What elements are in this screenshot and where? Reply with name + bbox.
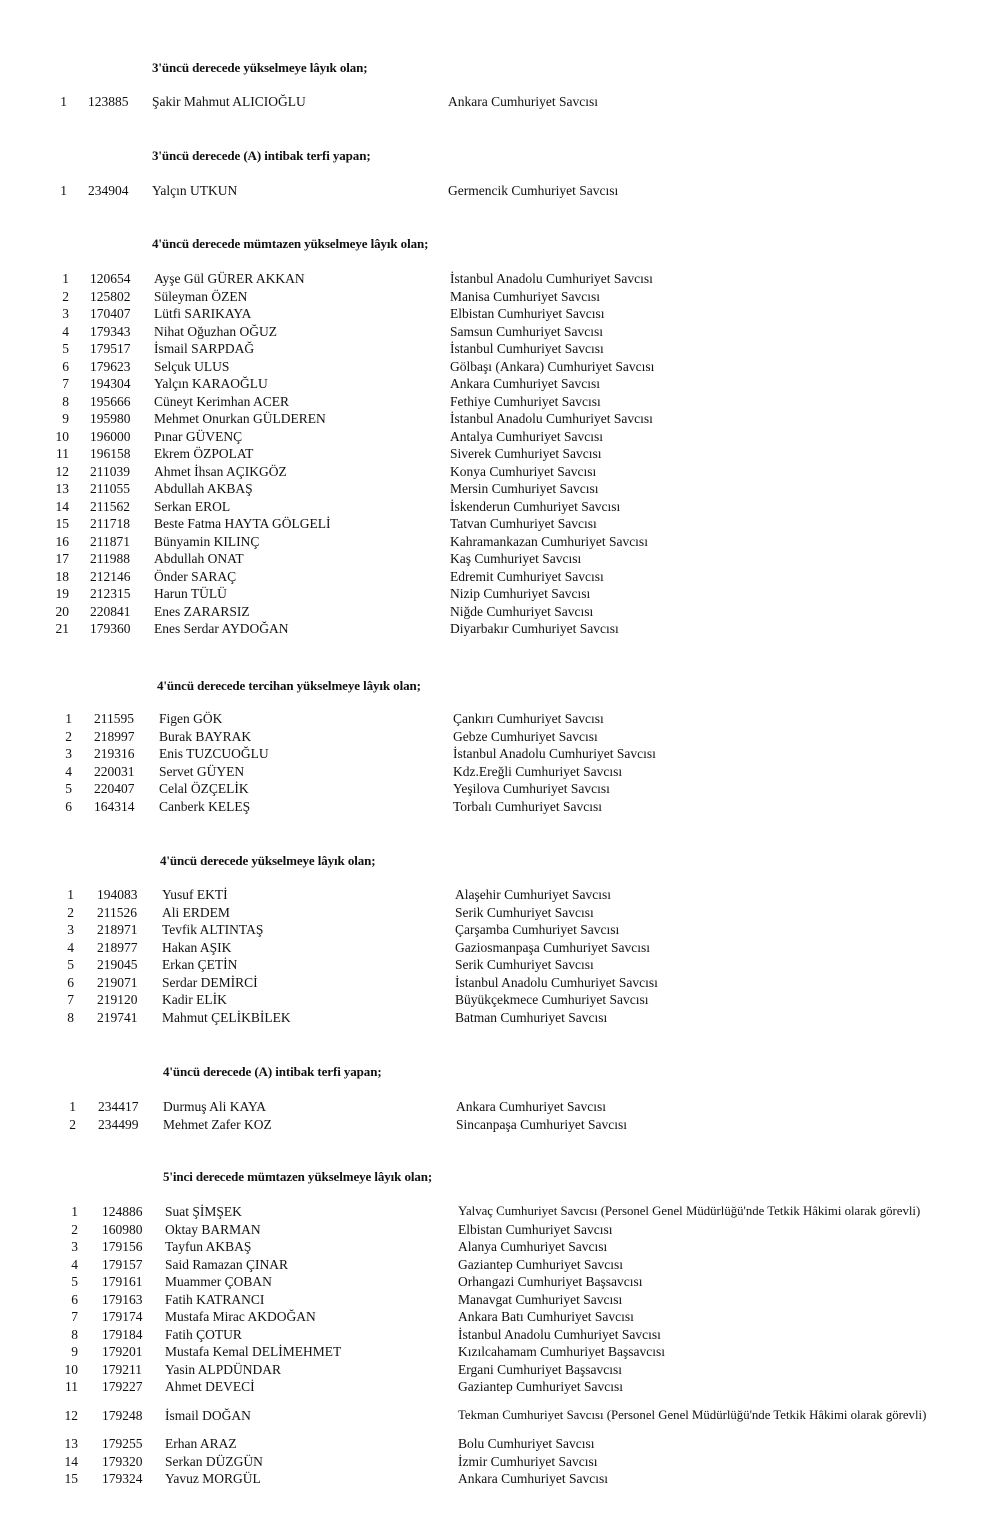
row-number: 3 — [71, 1239, 78, 1254]
list-row — [0, 359, 1000, 377]
list-row — [0, 1204, 1000, 1222]
registry-number: 179184 — [102, 1326, 143, 1342]
office-title: İstanbul Anadolu Cumhuriyet Savcısı — [450, 411, 653, 426]
office-title: Kahramankazan Cumhuriyet Savcısı — [450, 533, 648, 549]
list-row — [0, 446, 1000, 464]
section-heading: 4'üncü derecede (A) intibak terfi yapan; — [163, 1064, 382, 1079]
registry-number: 211871 — [90, 533, 130, 549]
list-row — [0, 729, 1000, 747]
row-number: 5 — [65, 781, 72, 796]
registry-number: 194304 — [90, 376, 131, 391]
registry-number: 160980 — [102, 1221, 143, 1237]
row-number: 8 — [67, 1009, 74, 1025]
person-name: Suat ŞİMŞEK — [165, 1204, 242, 1219]
row-number: 8 — [71, 1326, 78, 1342]
row-number: 7 — [62, 376, 69, 391]
row-number: 16 — [55, 533, 69, 549]
row-number: 14 — [55, 498, 69, 514]
registry-number: 179174 — [102, 1309, 143, 1324]
person-name: Burak BAYRAK — [159, 728, 252, 744]
person-name: Durmuş Ali KAYA — [163, 1099, 267, 1114]
person-name: Pınar GÜVENÇ — [154, 428, 243, 444]
office-title: Gaziantep Cumhuriyet Savcısı — [458, 1256, 623, 1272]
office-title: Gaziantep Cumhuriyet Savcısı — [458, 1379, 623, 1394]
registry-number: 234417 — [98, 1099, 139, 1114]
person-name: İsmail DOĞAN — [165, 1408, 251, 1423]
office-title: Tekman Cumhuriyet Savcısı (Personel Genel Müdürlüğü'nde Tetkik Hâkimi olarak görevli) — [458, 1408, 927, 1422]
section-heading: 5'inci derecede mümtazen yükselmeye lâyık olan; — [163, 1169, 433, 1184]
registry-number: 179161 — [102, 1274, 143, 1289]
row-number: 3 — [62, 306, 69, 321]
row-number: 4 — [67, 939, 74, 955]
registry-number: 220841 — [90, 603, 131, 619]
registry-number: 219120 — [97, 992, 138, 1007]
person-name: Yalçın UTKUN — [152, 183, 238, 198]
registry-number: 211562 — [90, 498, 130, 514]
registry-number: 179227 — [102, 1379, 143, 1394]
office-title: Siverek Cumhuriyet Savcısı — [450, 446, 602, 461]
registry-number: 219071 — [97, 974, 138, 990]
row-number: 1 — [71, 1204, 78, 1219]
registry-number: 179360 — [90, 621, 131, 636]
person-name: Yalçın KARAOĞLU — [154, 376, 268, 391]
person-name: Mehmet Zafer KOZ — [163, 1116, 272, 1132]
row-number: 11 — [56, 446, 69, 461]
office-title: Gebze Cumhuriyet Savcısı — [453, 728, 598, 744]
person-name: Fatih KATRANCI — [165, 1291, 265, 1307]
list-row — [0, 376, 1000, 394]
registry-number: 179517 — [90, 341, 131, 356]
registry-number: 179163 — [102, 1291, 143, 1307]
person-name: Ahmet DEVECİ — [165, 1379, 255, 1394]
office-title: Serik Cumhuriyet Savcısı — [455, 904, 594, 920]
person-name: Bünyamin KILINÇ — [154, 533, 260, 549]
registry-number: 211526 — [97, 904, 137, 920]
registry-number: 211039 — [90, 463, 130, 479]
person-name: Fatih ÇOTUR — [165, 1326, 242, 1342]
person-name: Serkan DÜZGÜN — [165, 1453, 263, 1469]
row-number: 7 — [71, 1309, 78, 1324]
office-title: İstanbul Anadolu Cumhuriyet Savcısı — [458, 1326, 661, 1342]
list-row — [0, 905, 1000, 923]
office-title: Ergani Cumhuriyet Başsavcısı — [458, 1361, 622, 1377]
list-row — [0, 887, 1000, 905]
row-number: 5 — [62, 341, 69, 356]
row-number: 1 — [67, 887, 74, 902]
section-heading: 4'üncü derecede tercihan yükselmeye lâyık olan; — [157, 678, 421, 693]
office-title: İskenderun Cumhuriyet Savcısı — [450, 498, 621, 514]
person-name: Mehmet Onurkan GÜLDEREN — [154, 411, 326, 426]
office-title: Germencik Cumhuriyet Savcısı — [448, 183, 619, 198]
registry-number: 212315 — [90, 586, 131, 601]
person-name: Enes Serdar AYDOĞAN — [154, 621, 289, 636]
registry-number: 211988 — [90, 551, 130, 566]
row-number: 1 — [69, 1099, 76, 1114]
office-title: Ankara Cumhuriyet Savcısı — [450, 376, 600, 391]
office-title: Alanya Cumhuriyet Savcısı — [458, 1239, 608, 1254]
row-number: 2 — [65, 728, 72, 744]
office-title: Konya Cumhuriyet Savcısı — [450, 463, 597, 479]
list-row — [0, 341, 1000, 359]
registry-number: 179156 — [102, 1239, 143, 1254]
list-row — [0, 324, 1000, 342]
row-number: 12 — [64, 1408, 78, 1423]
list-row — [0, 289, 1000, 307]
list-row — [0, 516, 1000, 534]
row-number: 18 — [55, 568, 69, 584]
registry-number: 219316 — [94, 746, 135, 761]
registry-number: 220031 — [94, 763, 135, 779]
list-row — [0, 1292, 1000, 1310]
office-title: Fethiye Cumhuriyet Savcısı — [450, 393, 601, 409]
office-title: Çankırı Cumhuriyet Savcısı — [453, 711, 604, 726]
list-row — [0, 306, 1000, 324]
registry-number: 196158 — [90, 446, 131, 461]
registry-number: 211718 — [90, 516, 130, 531]
registry-number: 195666 — [90, 393, 131, 409]
list-row — [0, 1379, 1000, 1397]
office-title: Manisa Cumhuriyet Savcısı — [450, 288, 600, 304]
office-title: Ankara Cumhuriyet Savcısı — [456, 1099, 606, 1114]
registry-number: 164314 — [94, 798, 135, 814]
list-row — [0, 481, 1000, 499]
office-title: Antalya Cumhuriyet Savcısı — [450, 428, 603, 444]
list-row — [0, 1010, 1000, 1028]
row-number: 6 — [71, 1291, 78, 1307]
person-name: Tevfik ALTINTAŞ — [162, 922, 264, 937]
registry-number: 179255 — [102, 1436, 143, 1451]
row-number: 1 — [65, 711, 72, 726]
section-heading: 3'üncü derecede yükselmeye lâyık olan; — [152, 60, 368, 75]
person-name: Serdar DEMİRCİ — [162, 974, 258, 990]
list-row — [0, 1327, 1000, 1345]
registry-number: 179157 — [102, 1256, 143, 1272]
row-number: 9 — [62, 411, 69, 426]
office-title: Yalvaç Cumhuriyet Savcısı (Personel Genel Müdürlüğü'nde Tetkik Hâkimi olarak görevli) — [458, 1204, 921, 1218]
person-name: Harun TÜLÜ — [154, 586, 227, 601]
office-title: Elbistan Cumhuriyet Savcısı — [458, 1221, 613, 1237]
row-number: 21 — [55, 621, 69, 636]
section-heading: 4'üncü derecede mümtazen yükselmeye lâyık olan; — [152, 236, 429, 251]
list-row — [0, 534, 1000, 552]
row-number: 5 — [67, 957, 74, 972]
registry-number: 179343 — [90, 323, 131, 339]
row-number: 11 — [65, 1379, 78, 1394]
row-number: 14 — [64, 1453, 78, 1469]
office-title: Alaşehir Cumhuriyet Savcısı — [455, 887, 611, 902]
list-row — [0, 781, 1000, 799]
list-row — [0, 957, 1000, 975]
list-row — [0, 922, 1000, 940]
list-row — [0, 569, 1000, 587]
office-title: Tatvan Cumhuriyet Savcısı — [450, 516, 597, 531]
person-name: Tayfun AKBAŞ — [165, 1239, 252, 1254]
row-number: 5 — [71, 1274, 78, 1289]
person-name: Enes ZARARSIZ — [154, 603, 250, 619]
list-row — [0, 1309, 1000, 1327]
office-title: Nizip Cumhuriyet Savcısı — [450, 586, 591, 601]
office-title: Ankara Batı Cumhuriyet Savcısı — [458, 1309, 634, 1324]
row-number: 7 — [67, 992, 74, 1007]
list-row — [0, 1274, 1000, 1292]
registry-number: 179201 — [102, 1344, 143, 1359]
person-name: Yavuz MORGÜL — [165, 1471, 261, 1486]
office-title: Çarşamba Cumhuriyet Savcısı — [455, 922, 620, 937]
row-number: 2 — [69, 1116, 76, 1132]
person-name: Celal ÖZÇELİK — [159, 781, 249, 796]
list-row — [0, 1099, 1000, 1117]
row-number: 20 — [55, 603, 69, 619]
registry-number: 124886 — [102, 1204, 143, 1219]
row-number: 17 — [55, 551, 69, 566]
person-name: Figen GÖK — [159, 711, 223, 726]
list-row — [0, 1408, 1000, 1426]
registry-number: 179211 — [102, 1361, 142, 1377]
list-row — [0, 764, 1000, 782]
row-number: 3 — [65, 746, 72, 761]
office-title: Gölbaşı (Ankara) Cumhuriyet Savcısı — [450, 358, 655, 374]
person-name: Ayşe Gül GÜRER AKKAN — [154, 271, 305, 286]
person-name: Beste Fatma HAYTA GÖLGELİ — [154, 516, 331, 531]
registry-number: 219741 — [97, 1009, 138, 1025]
office-title: İstanbul Anadolu Cumhuriyet Savcısı — [450, 271, 653, 286]
office-title: İzmir Cumhuriyet Savcısı — [458, 1453, 598, 1469]
person-name: Cüneyt Kerimhan ACER — [154, 393, 289, 409]
row-number: 1 — [60, 94, 67, 109]
row-number: 13 — [64, 1436, 78, 1451]
list-row — [0, 1222, 1000, 1240]
office-title: Kaş Cumhuriyet Savcısı — [450, 551, 582, 566]
person-name: Serkan EROL — [154, 498, 231, 514]
registry-number: 196000 — [90, 428, 131, 444]
registry-number: 211595 — [94, 711, 134, 726]
list-row — [0, 271, 1000, 289]
registry-number: 179320 — [102, 1453, 143, 1469]
list-row — [0, 429, 1000, 447]
person-name: Yusuf EKTİ — [162, 887, 228, 902]
list-row — [0, 621, 1000, 639]
person-name: Lütfi SARIKAYA — [154, 306, 252, 321]
office-title: Sincanpaşa Cumhuriyet Savcısı — [456, 1116, 627, 1132]
office-title: Bolu Cumhuriyet Savcısı — [458, 1436, 595, 1451]
row-number: 4 — [62, 323, 69, 339]
list-row — [0, 940, 1000, 958]
person-name: Selçuk ULUS — [154, 358, 230, 374]
office-title: Diyarbakır Cumhuriyet Savcısı — [450, 621, 619, 636]
person-name: Servet GÜYEN — [159, 763, 245, 779]
person-name: Yasin ALPDÜNDAR — [165, 1361, 282, 1377]
row-number: 13 — [55, 481, 69, 496]
row-number: 15 — [55, 516, 69, 531]
row-number: 4 — [65, 763, 72, 779]
office-title: Batman Cumhuriyet Savcısı — [455, 1009, 608, 1025]
person-name: Abdullah AKBAŞ — [154, 481, 253, 496]
person-name: İsmail SARPDAĞ — [154, 341, 255, 356]
list-row — [0, 746, 1000, 764]
registry-number: 218977 — [97, 939, 138, 955]
office-title: Niğde Cumhuriyet Savcısı — [450, 603, 594, 619]
row-number: 6 — [65, 798, 72, 814]
person-name: Muammer ÇOBAN — [165, 1274, 272, 1289]
registry-number: 195980 — [90, 411, 131, 426]
list-row — [0, 1257, 1000, 1275]
registry-number: 218997 — [94, 728, 135, 744]
row-number: 2 — [71, 1221, 78, 1237]
list-row — [0, 586, 1000, 604]
row-number: 19 — [55, 586, 69, 601]
section-heading: 4'üncü derecede yükselmeye lâyık olan; — [160, 853, 376, 868]
row-number: 4 — [71, 1256, 78, 1272]
office-title: Elbistan Cumhuriyet Savcısı — [450, 306, 605, 321]
office-title: Serik Cumhuriyet Savcısı — [455, 957, 594, 972]
office-title: Yeşilova Cumhuriyet Savcısı — [453, 781, 610, 796]
row-number: 1 — [60, 183, 67, 198]
office-title: Samsun Cumhuriyet Savcısı — [450, 323, 603, 339]
list-row — [0, 1471, 1000, 1489]
row-number: 9 — [71, 1344, 78, 1359]
person-name: Enis TUZCUOĞLU — [159, 746, 269, 761]
list-row — [0, 394, 1000, 412]
list-row — [0, 411, 1000, 429]
person-name: Önder SARAÇ — [154, 568, 237, 584]
list-row — [0, 799, 1000, 817]
person-name: Mahmut ÇELİKBİLEK — [162, 1009, 291, 1025]
row-number: 2 — [62, 288, 69, 304]
office-title: Edremit Cumhuriyet Savcısı — [450, 568, 604, 584]
registry-number: 218971 — [97, 922, 138, 937]
registry-number: 179248 — [102, 1408, 143, 1423]
list-row — [0, 464, 1000, 482]
list-row — [0, 1362, 1000, 1380]
person-name: Oktay BARMAN — [165, 1221, 261, 1237]
person-name: Erkan ÇETİN — [162, 957, 238, 972]
list-row — [0, 551, 1000, 569]
list-row — [0, 1117, 1000, 1135]
registry-number: 234904 — [88, 183, 129, 198]
office-title: Ankara Cumhuriyet Savcısı — [448, 94, 598, 109]
list-row — [0, 1344, 1000, 1362]
office-title: İstanbul Anadolu Cumhuriyet Savcısı — [455, 974, 658, 990]
row-number: 1 — [62, 271, 69, 286]
registry-number: 219045 — [97, 957, 138, 972]
row-number: 8 — [62, 393, 69, 409]
office-title: İstanbul Cumhuriyet Savcısı — [450, 341, 604, 356]
office-title: Manavgat Cumhuriyet Savcısı — [458, 1291, 623, 1307]
person-name: Ali ERDEM — [162, 904, 230, 920]
registry-number: 211055 — [90, 481, 130, 496]
office-title: Orhangazi Cumhuriyet Başsavcısı — [458, 1274, 643, 1289]
registry-number: 220407 — [94, 781, 135, 796]
office-title: Kdz.Ereğli Cumhuriyet Savcısı — [453, 763, 623, 779]
office-title: Gaziosmanpaşa Cumhuriyet Savcısı — [455, 939, 650, 955]
person-name: Abdullah ONAT — [154, 551, 244, 566]
registry-number: 120654 — [90, 271, 131, 286]
registry-number: 179623 — [90, 358, 131, 374]
person-name: Mustafa Mirac AKDOĞAN — [165, 1309, 316, 1324]
row-number: 12 — [55, 463, 69, 479]
registry-number: 194083 — [97, 887, 138, 902]
section-heading: 3'üncü derecede (A) intibak terfi yapan; — [152, 148, 371, 163]
office-title: Büyükçekmece Cumhuriyet Savcısı — [455, 992, 649, 1007]
row-number: 10 — [64, 1361, 78, 1377]
list-row — [0, 1436, 1000, 1454]
registry-number: 179324 — [102, 1471, 143, 1486]
office-title: Torbalı Cumhuriyet Savcısı — [453, 798, 603, 814]
list-row — [0, 975, 1000, 993]
list-row — [0, 604, 1000, 622]
list-row — [0, 499, 1000, 517]
list-row — [0, 711, 1000, 729]
person-name: Canberk KELEŞ — [159, 798, 251, 814]
person-name: Kadir ELİK — [162, 992, 227, 1007]
row-number: 6 — [62, 358, 69, 374]
person-name: Ekrem ÖZPOLAT — [154, 446, 254, 461]
registry-number: 125802 — [90, 288, 131, 304]
list-row — [0, 1239, 1000, 1257]
row-number: 3 — [67, 922, 74, 937]
office-title: İstanbul Anadolu Cumhuriyet Savcısı — [453, 746, 656, 761]
person-name: Hakan AŞIK — [162, 939, 232, 955]
person-name: Şakir Mahmut ALICIOĞLU — [152, 94, 306, 109]
list-row — [0, 183, 1000, 201]
row-number: 6 — [67, 974, 74, 990]
registry-number: 234499 — [98, 1116, 139, 1132]
person-name: Süleyman ÖZEN — [154, 288, 248, 304]
office-title: Ankara Cumhuriyet Savcısı — [458, 1471, 608, 1486]
row-number: 10 — [55, 428, 69, 444]
row-number: 15 — [64, 1471, 78, 1486]
list-row — [0, 1454, 1000, 1472]
person-name: Said Ramazan ÇINAR — [165, 1256, 288, 1272]
row-number: 2 — [67, 904, 74, 920]
person-name: Mustafa Kemal DELİMEHMET — [165, 1344, 342, 1359]
person-name: Nihat Oğuzhan OĞUZ — [154, 323, 277, 339]
list-row — [0, 94, 1000, 112]
registry-number: 212146 — [90, 568, 131, 584]
registry-number: 123885 — [88, 94, 129, 109]
person-name: Ahmet İhsan AÇIKGÖZ — [154, 463, 287, 479]
registry-number: 170407 — [90, 306, 131, 321]
office-title: Mersin Cumhuriyet Savcısı — [450, 481, 599, 496]
office-title: Kızılcahamam Cumhuriyet Başsavcısı — [458, 1344, 665, 1359]
person-name: Erhan ARAZ — [165, 1436, 237, 1451]
list-row — [0, 992, 1000, 1010]
